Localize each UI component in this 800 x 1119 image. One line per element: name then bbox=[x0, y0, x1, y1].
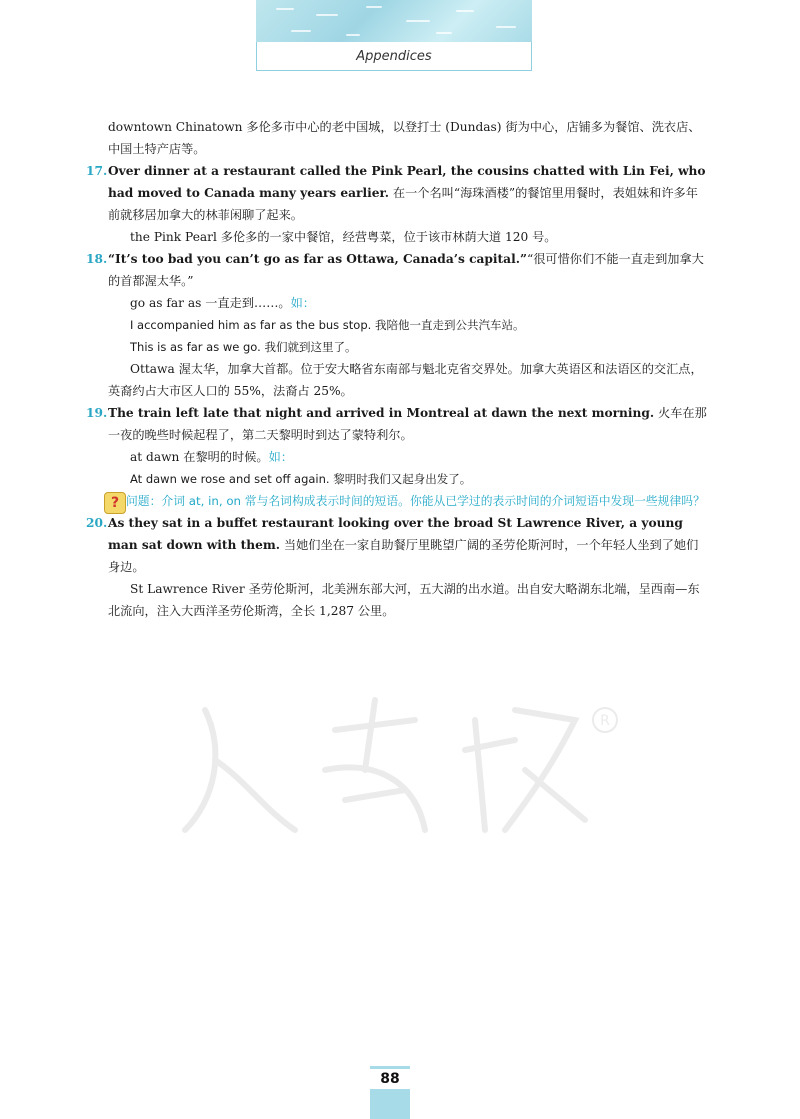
publisher-watermark bbox=[175, 690, 625, 840]
note-item-19 bbox=[86, 402, 710, 446]
question-box bbox=[86, 490, 710, 512]
english-sentence: Over dinner at a restaurant called the Pink Pearl, the cousins chatted with Lin Fei, who had moved to Canada many years earlier. bbox=[108, 164, 706, 200]
english-sentence: “It’s too bad you can’t go as far as Ottawa, Canada’s capital.” bbox=[108, 252, 527, 266]
phrase-go-as-far-as bbox=[86, 292, 710, 314]
header-banner bbox=[256, 0, 532, 42]
note-item-17 bbox=[86, 160, 710, 226]
note-ottawa: Ottawa 渥太华，加拿大首都。位于安大略省东南部与魁北克省交界处。加拿大英语区和法语区的交汇点，英裔约占大市区人口的 55%，法裔占 25%。 bbox=[108, 362, 703, 398]
phrase-text: at dawn 在黎明的时候。 bbox=[130, 450, 269, 464]
english-sentence: As they sat in a buffet restaurant looking over the broad St Lawrence River, a young man sat down with them. bbox=[108, 516, 683, 552]
svg-text:R: R bbox=[600, 713, 610, 729]
item-number: 20. bbox=[86, 516, 108, 530]
chinese-translation: “很可惜你们不能一直走到加拿大的首都渥太华。” bbox=[108, 252, 704, 288]
question-text: 问题：介词 at, in, on 常与名词构成表示时间的短语。你能从已学过的表示时间的介词短语中发现一些规律吗？ bbox=[126, 494, 705, 508]
example-sentence: I accompanied him as far as the bus stop. 我陪他一直走到公共汽车站。 bbox=[130, 318, 525, 332]
note-st-lawrence: St Lawrence River 圣劳伦斯河，北美洲东部大河，五大湖的出水道。出自安大略湖东北端，呈西南—东北流向，注入大西洋圣劳伦斯湾，全长 1,287 公里。 bbox=[108, 582, 700, 618]
note-chinatown: downtown Chinatown 多伦多市中心的老中国城，以登打士 (Dundas) 街为中心，店铺多为餐馆、洗衣店、中国土特产店等。 bbox=[108, 120, 701, 156]
item-number: 18. bbox=[86, 252, 108, 266]
chinese-translation: 在一个名叫“海珠酒楼”的餐馆里用餐时，表姐妹和许多年前就移居加拿大的林菲闲聊了起来。 bbox=[108, 186, 698, 222]
item-number: 17. bbox=[86, 164, 108, 178]
chinese-translation: 火车在那一夜的晚些时候起程了，第二天黎明时到达了蒙特利尔。 bbox=[108, 406, 707, 442]
example-label: 如： bbox=[290, 296, 315, 310]
phrase-text: go as far as 一直走到……。 bbox=[130, 296, 291, 310]
page-number-tab bbox=[370, 1066, 410, 1119]
example-label: 如： bbox=[268, 450, 293, 464]
note-pink-pearl: the Pink Pearl 多伦多的一家中餐馆，经营粤菜，位于该市林荫大道 120 号。 bbox=[130, 230, 557, 244]
page-content bbox=[86, 116, 710, 622]
note-item-18 bbox=[86, 248, 710, 292]
english-sentence: The train left late that night and arrived in Montreal at dawn the next morning. bbox=[108, 406, 655, 420]
note-item-20 bbox=[86, 512, 710, 578]
chinese-translation: 当她们坐在一家自助餐厅里眺望广阔的圣劳伦斯河时，一个年轻人坐到了她们身边。 bbox=[108, 538, 699, 574]
question-mark-icon: ? bbox=[104, 492, 126, 514]
section-title: Appendices bbox=[256, 42, 532, 71]
page-number: 88 bbox=[370, 1069, 410, 1089]
item-number: 19. bbox=[86, 406, 108, 420]
example-sentence: At dawn we rose and set off again. 黎明时我们又起身出发了。 bbox=[130, 472, 472, 486]
example-sentence: This is as far as we go. 我们就到这里了。 bbox=[130, 340, 357, 354]
phrase-at-dawn bbox=[86, 446, 710, 468]
